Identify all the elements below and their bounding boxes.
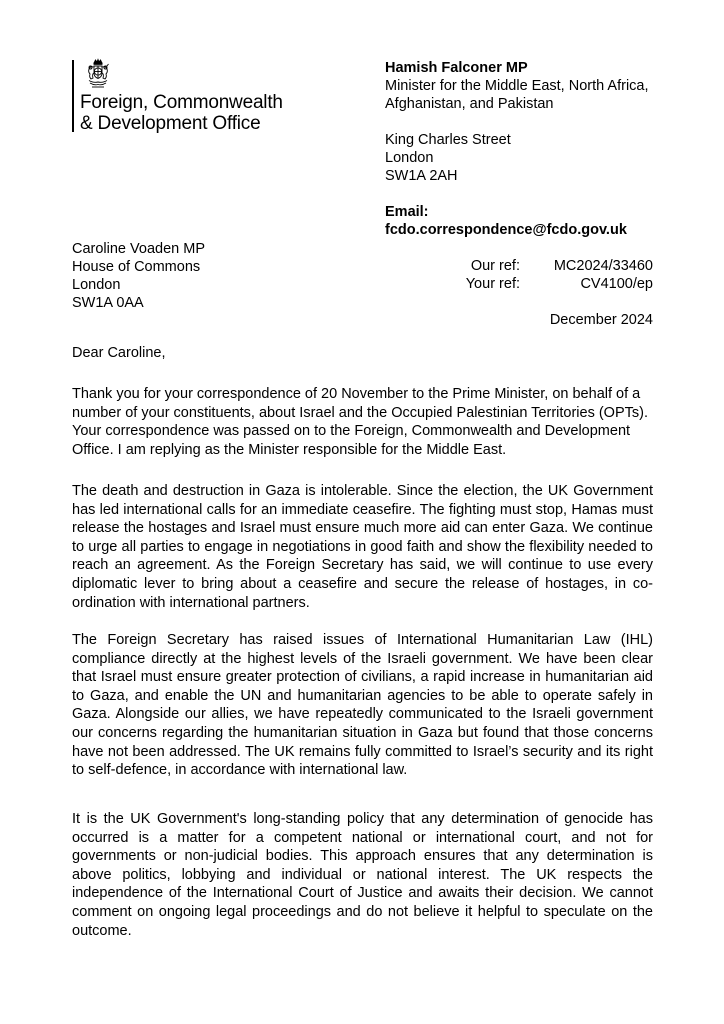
logo-text-line-2: & Development Office bbox=[80, 113, 261, 134]
letter-date: December 2024 bbox=[549, 312, 653, 328]
recipient-line-4: SW1A 0AA bbox=[72, 295, 144, 311]
recipient-line-1: Caroline Voaden MP bbox=[72, 241, 205, 257]
sender-role-line-1: Minister for the Middle East, North Africa, bbox=[385, 78, 649, 94]
your-ref-row bbox=[440, 275, 653, 293]
our-ref-value: MC2024/33460 bbox=[553, 258, 653, 274]
royal-crest-icon bbox=[80, 58, 116, 90]
sender-address-line-1: King Charles Street bbox=[385, 132, 511, 148]
body-paragraph-1: Thank you for your correspondence of 20 November to the Prime Minister, on behalf of a number of your constituents, about Israel and the Occupied Palestinian Territories (OPTs). Your correspondence was passed on to the Foreign, Commonwealth and Development Office. I am replying as the Minister responsible for the Middle East. bbox=[72, 386, 648, 458]
your-ref-label: Your ref: bbox=[465, 276, 520, 292]
body-paragraph-3: The Foreign Secretary has raised issues of International Humanitarian Law (IHL) compliance directly at the highest levels of the Israeli government. We have been clear that Israel must ensure greater protection of civilians, a rapid increase in humanitarian aid to Gaza, and enable the UN and humanitarian agencies to be able to operate safely in Gaza. Alongside our allies, we have repeatedly communicated to the Israeli government our concerns regarding the humanitarian situation in Gaza but found that those concerns have not been addressed. The UK remains fully committed to Israel’s security and its right to self-defence, in accordance with international law. bbox=[72, 632, 653, 779]
spacer bbox=[385, 185, 685, 203]
email-label: Email: bbox=[385, 204, 429, 220]
sender-name: Hamish Falconer MP bbox=[385, 60, 528, 76]
sender-address-line-2: London bbox=[385, 150, 434, 166]
sender-block bbox=[385, 59, 685, 239]
sender-address-line-3: SW1A 2AH bbox=[385, 168, 458, 184]
body-paragraph-4: It is the UK Government's long-standing policy that any determination of genocide has occurred is a matter for a competent national or international court, and not for governments or non-judicial bodies. This approach ensures that any determination is above politics, lobbying and individual or national interest. The UK respects the independence of the International Court of Justice and awaits their decision. We cannot comment on ongoing legal proceedings and do not believe it helpful to speculate on the outcome. bbox=[72, 811, 653, 939]
your-ref-value: CV4100/ep bbox=[580, 276, 653, 292]
logo-divider bbox=[72, 60, 74, 132]
body-paragraph-2: The death and destruction in Gaza is intolerable. Since the election, the UK Government has led international calls for an immediate ceasefire. The fighting must stop, Hamas must release the hostages and Israel must ensure much more aid can enter Gaza. We continue to urge all parties to engage in negotiations in good faith and show the flexibility needed to reach an agreement. As the Foreign Secretary has said, we will continue to use every diplomatic lever to bring about a ceasefire and secure the release of hostages, in co-ordination with international partners. bbox=[72, 483, 653, 611]
recipient-line-2: House of Commons bbox=[72, 259, 201, 275]
recipient-line-3: London bbox=[72, 277, 121, 293]
our-ref-row bbox=[440, 257, 653, 275]
email-address: fcdo.correspondence@fcdo.gov.uk bbox=[385, 222, 627, 238]
our-ref-label: Our ref: bbox=[470, 258, 520, 274]
salutation: Dear Caroline, bbox=[72, 345, 166, 361]
recipient-block bbox=[72, 240, 205, 312]
fcdo-logo bbox=[72, 58, 292, 136]
sender-role-line-2: Afghanistan, and Pakistan bbox=[385, 96, 554, 112]
spacer bbox=[385, 113, 685, 131]
reference-block bbox=[440, 257, 653, 293]
logo-text-line-1: Foreign, Commonwealth bbox=[80, 92, 283, 113]
